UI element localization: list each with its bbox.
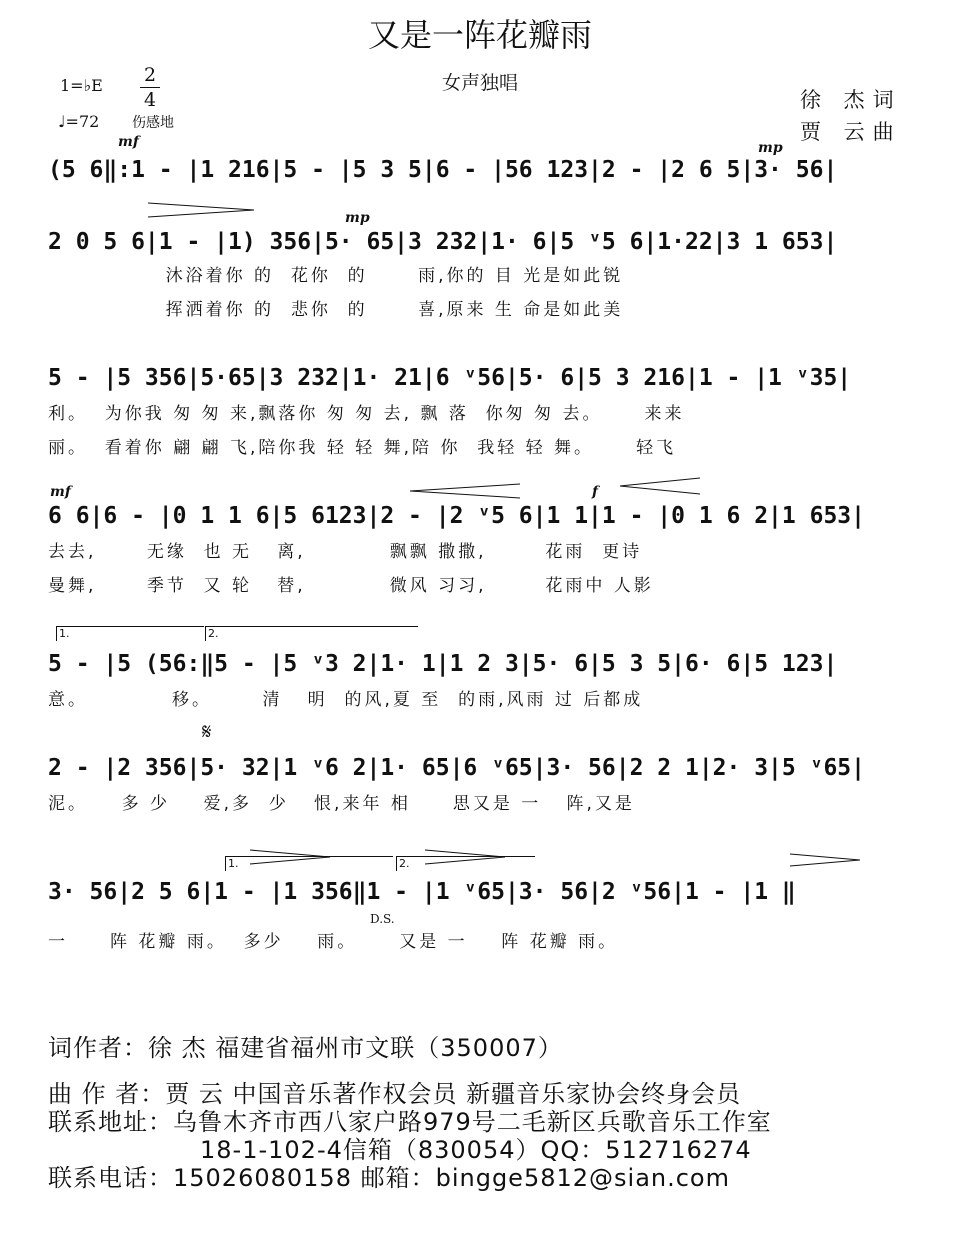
dal-segno-marking: D.S. (370, 912, 395, 926)
score-row-7-lyric: 一 阵 花瓣 雨。 多少 雨。 又是 一 阵 花瓣 雨。 (48, 932, 619, 952)
score-row-7-notes: 3· 56|2 5 6|1 - |1 356‖1 - |1 ᵛ65|3· 56|2 ᵛ56|1 - |1 ‖ (48, 879, 796, 905)
composer-credit: 贾 云曲 (800, 120, 902, 144)
score-row-3-lyric-verse1: 利。 为你我 匆 匆 来,飘落你 匆 匆 去, 飘 落 你匆 匆 去。 来来 (48, 404, 685, 424)
score-row-5-lyric: 意。 移。 清 明 的风,夏 至 的雨,风雨 过 后都成 (48, 690, 644, 710)
score-row-3-lyric-verse2: 丽。 看着你 翩 翩 飞,陪你我 轻 轻 舞,陪 你 我轻 轻 舞。 轻飞 (48, 438, 677, 458)
score-row-4-notes: 6 6|6 - |0 1 1 6|5 6123|2 - |2 ᵛ5 6|1 1|1 - |0 1 6 2|1 653| (48, 503, 865, 529)
decrescendo-row2 (148, 203, 254, 217)
score-row-6-notes: 2 - |2 356|5· 32|1 ᵛ6 2|1· 65|6 ᵛ65|3· 56|2 2 1|2· 3|5 ᵛ65| (48, 755, 865, 781)
score-row-1-notes: (5 6‖:1 - |1 216|5 - |5 3 5|6 - |56 123|2 - |2 6 5|3· 56| (48, 157, 838, 183)
performance-type: 女声独唱 (441, 72, 518, 94)
volta-1-row7: 1. (225, 856, 393, 871)
score-row-6-lyric: 泥。 多 少 爱,多 少 恨,来年 相 思又是 一 阵,又是 (48, 794, 635, 814)
volta-2-row5: 2. (205, 626, 418, 641)
volta-1-row5: 1. (56, 626, 204, 641)
score-row-4-lyric-verse2: 曼舞, 季节 又 轮 替, 微风 习习, 花雨中 人影 (48, 576, 654, 596)
contact-phone-email: 联系电话：15026080158 邮箱：bingge5812@sian.com (48, 1164, 730, 1192)
crescendo-row4b (620, 478, 700, 494)
decrescendo-row7a (250, 850, 330, 864)
dynamic-mp-1: mp (758, 140, 783, 156)
time-signature-top: 2 (143, 64, 157, 86)
decrescendo-row7c (790, 854, 860, 866)
contact-address: 联系地址：乌鲁木齐市西八家户路979号二毛新区兵歌音乐工作室 (48, 1108, 772, 1136)
score-row-3-notes: 5 - |5 356|5·65|3 232|1· 21|6 ᵛ56|5· 6|5 3 216|1 - |1 ᵛ35| (48, 365, 852, 391)
dynamic-mf-1: mf (118, 134, 139, 150)
key-signature: 1=♭E (60, 76, 103, 95)
song-title: 又是一阵花瓣雨 (367, 16, 592, 54)
dynamic-mp-2: mp (345, 210, 370, 226)
lyricist-credit: 徐 杰词 (800, 88, 902, 112)
tempo-marking: ♩=72 (58, 112, 100, 131)
score-row-2-lyric-verse2: 挥洒着你 的 悲你 的 喜,原来 生 命是如此美 (48, 300, 624, 320)
lyricist-contact: 词作者：徐 杰 福建省福州市文联（350007） (48, 1034, 563, 1062)
volta-2-row7: 2. (396, 856, 535, 871)
expression-marking: 伤感地 (132, 115, 174, 131)
segno-sign: 𝄋 (202, 720, 212, 745)
score-row-2-notes: 2 0 5 6|1 - |1) 356|5· 65|3 232|1· 6|5 ᵛ5 6|1·22|3 1 653| (48, 229, 838, 255)
dynamic-mf-2: mf (50, 484, 71, 500)
contact-mailbox-qq: 18-1-102-4信箱（830054）QQ：512716274 (200, 1136, 752, 1164)
score-row-2-lyric-verse1: 沐浴着你 的 花你 的 雨,你的 目 光是如此锐 (48, 266, 624, 286)
dynamic-f: f (592, 484, 599, 500)
decrescendo-row7b (425, 850, 505, 864)
score-row-5-notes: 5 - |5 (56:‖5 - |5 ᵛ3 2|1· 1|1 2 3|5· 6|5 3 5|6· 6|5 123| (48, 651, 838, 677)
composer-info: 曲 作 者：贾 云 中国音乐著作权会员 新疆音乐家协会终身会员 (48, 1080, 742, 1108)
time-signature-bottom: 4 (143, 89, 157, 111)
score-row-4-lyric-verse1: 去去, 无缘 也 无 离, 飘飘 撒撒, 花雨 更诗 (48, 542, 643, 562)
